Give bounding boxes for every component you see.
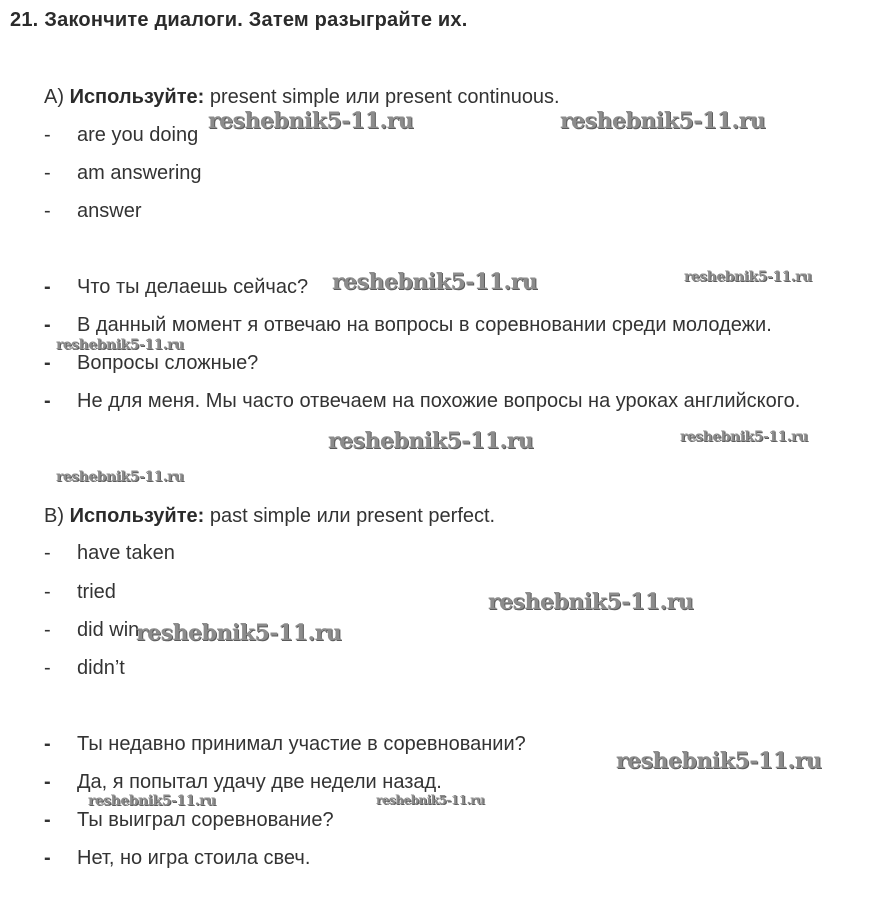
answer-b-3: did win — [77, 619, 140, 641]
part-a-text: present simple или present continuous. — [204, 86, 560, 108]
list-dash: - — [44, 390, 51, 412]
watermark: reshebnik5-11.ru — [376, 793, 485, 807]
part-b-keyword: Используйте: — [69, 505, 205, 527]
part-a-instruction — [44, 86, 560, 109]
list-item — [44, 154, 868, 192]
exercise-number: 21. — [10, 9, 39, 31]
translation-a-3: Вопросы сложные? — [77, 352, 259, 374]
watermark: reshebnik5-11.ru — [56, 469, 184, 485]
list-item — [44, 573, 868, 611]
translation-b-4: Нет, но игра стоила свеч. — [77, 847, 311, 869]
part-b-label: В) — [44, 505, 64, 527]
list-item — [44, 382, 868, 420]
list-dash: - — [44, 200, 51, 222]
part-a-label: А) — [44, 86, 64, 108]
translation-b-3: Ты выиграл соревнование? — [77, 809, 334, 831]
list-dash: - — [44, 657, 51, 679]
list-item — [44, 192, 868, 230]
watermark: reshebnik5-11.ru — [136, 620, 342, 646]
part-b-text: past simple или present perfect. — [204, 505, 496, 527]
list-dash: - — [44, 581, 51, 603]
exercise-heading — [10, 9, 467, 32]
watermark: reshebnik5-11.ru — [56, 337, 184, 353]
list-dash: - — [44, 162, 51, 184]
translation-b-1: Ты недавно принимал участие в соревновании? — [77, 733, 526, 755]
watermark: reshebnik5-11.ru — [332, 269, 538, 295]
part-b-instruction — [44, 505, 495, 528]
translation-b-2: Да, я попытал удачу две недели назад. — [77, 771, 442, 793]
list-dash: - — [44, 733, 51, 755]
answer-a-1: are you doing — [77, 124, 199, 146]
watermark: reshebnik5-11.ru — [328, 428, 534, 454]
list-item — [44, 839, 868, 877]
list-item — [44, 649, 868, 687]
list-dash: - — [44, 847, 51, 869]
watermark: reshebnik5-11.ru — [560, 108, 766, 134]
list-dash: - — [44, 542, 51, 564]
list-dash: - — [44, 124, 51, 146]
watermark: reshebnik5-11.ru — [684, 269, 812, 285]
watermark: reshebnik5-11.ru — [208, 108, 414, 134]
list-dash: - — [44, 619, 51, 641]
watermark: reshebnik5-11.ru — [680, 429, 808, 445]
answer-b-1: have taken — [77, 542, 175, 564]
exercise-title: Закончите диалоги. Затем разыграйте их. — [44, 9, 468, 31]
answer-a-2: am answering — [77, 162, 202, 184]
list-dash: - — [44, 276, 51, 298]
answer-b-2: tried — [77, 581, 116, 603]
list-dash: - — [44, 809, 51, 831]
answer-a-3: answer — [77, 200, 142, 222]
watermark: reshebnik5-11.ru — [488, 589, 694, 615]
part-a-keyword: Используйте: — [69, 86, 205, 108]
list-dash: - — [44, 771, 51, 793]
list-dash: - — [44, 314, 51, 336]
list-item — [44, 534, 868, 572]
translation-a-1: Что ты делаешь сейчас? — [77, 276, 309, 298]
watermark: reshebnik5-11.ru — [616, 748, 822, 774]
translation-a-4: Не для меня. Мы часто отвечаем на похожие вопросы на уроках английского. — [77, 390, 801, 412]
watermark: reshebnik5-11.ru — [88, 793, 216, 809]
answer-b-4: didn’t — [77, 657, 125, 679]
list-dash: - — [44, 352, 51, 374]
translation-a-2: В данный момент я отвечаю на вопросы в соревновании среди молодежи. — [77, 314, 772, 336]
